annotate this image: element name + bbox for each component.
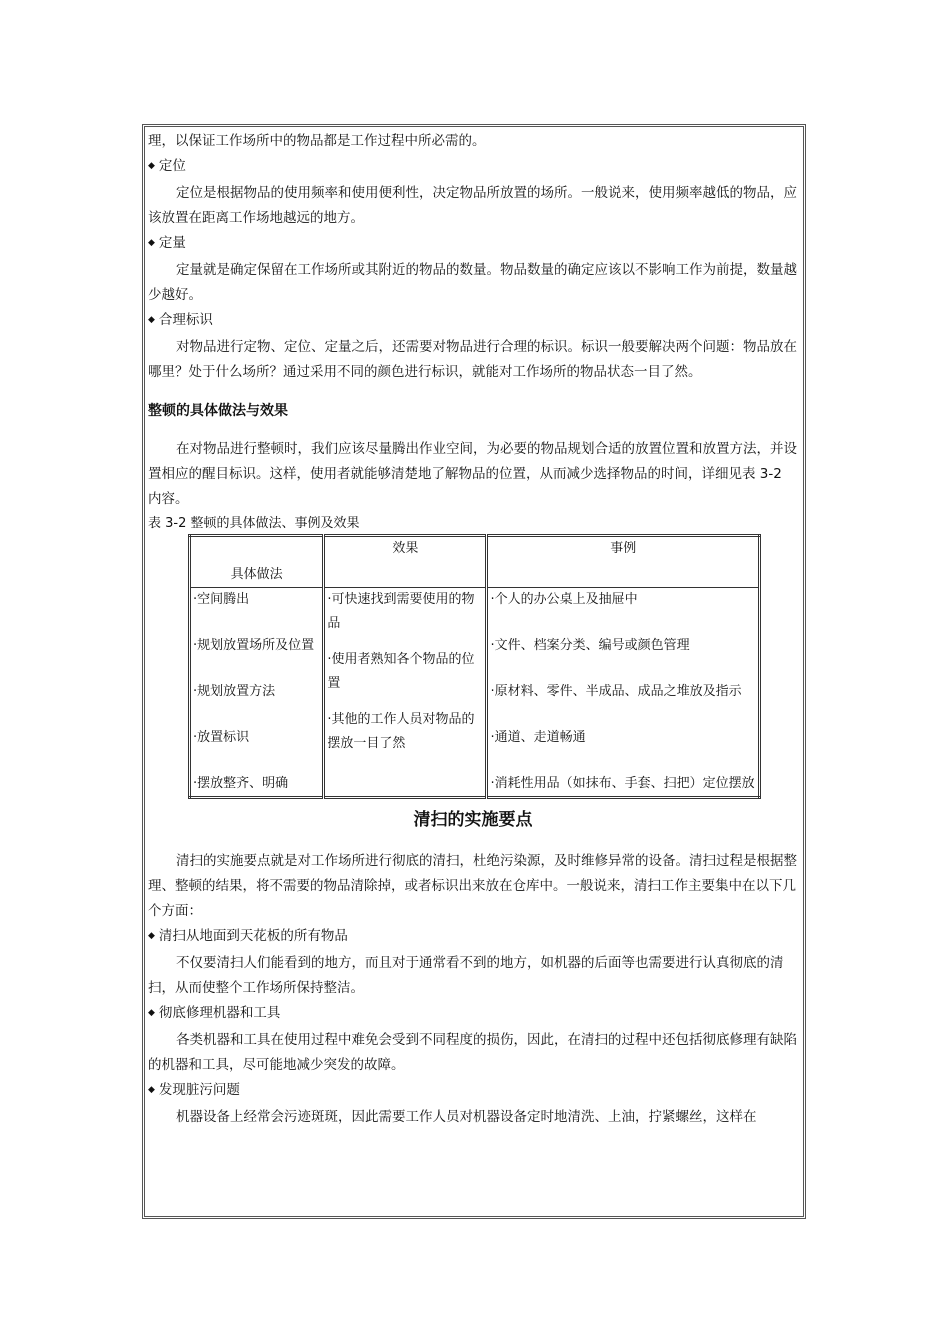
bullet-heading-labeling: ◆ 合理标识: [148, 308, 798, 335]
list-item: ·使用者熟知各个物品的位置: [327, 652, 475, 691]
paragraph: 在对物品进行整顿时，我们应该尽量腾出作业空间，为必要的物品规划合适的放置位置和放置方法，并设置相应的醒目标识。这样，使用者就能够清楚地了解物品的位置，从而减少选择物品的时间，详细见表 3-2 内容。: [148, 441, 797, 507]
paragraph: 各类机器和工具在使用过程中难免会受到不同程度的损伤，因此，在清扫的过程中还包括彻底修理有缺陷的机器和工具，尽可能地减少突发的故障。: [148, 1032, 797, 1073]
table-row: [190, 588, 760, 798]
column-header: 具体做法: [190, 536, 324, 588]
list-item: ·规划放置方法: [193, 684, 276, 699]
list-item: ·文件、档案分类、编号或颜色管理: [490, 638, 690, 653]
paragraph: 定量就是确定保留在工作场所或其附近的物品的数量。物品数量的确定应该以不影响工作为前提，数量越少越好。: [148, 262, 797, 303]
list-item: ·规划放置场所及位置: [193, 638, 315, 653]
list-item: ·个人的办公桌上及抽屉中: [490, 592, 638, 607]
bullet-heading-positioning: ◆ 定位: [148, 154, 798, 181]
list-item: ·消耗性用品（如抹布、手套、扫把）定位摆放: [490, 776, 755, 791]
paragraph: 定位是根据物品的使用频率和使用便利性，决定物品所放置的场所。一般说来，使用频率越低的物品，应该放置在距离工作场地越远的地方。: [148, 185, 797, 226]
bullet-heading-quantity: ◆ 定量: [148, 231, 798, 258]
document-body: [148, 129, 798, 1130]
list-item: ·放置标识: [193, 730, 250, 745]
section-heading: 整顿的具体做法与效果: [148, 403, 288, 419]
table-header-row: [190, 536, 760, 588]
paragraph: 不仅要清扫人们能看到的地方，而且对于通常看不到的地方，如机器的后面等也需要进行认真彻底的清扫，从而使整个工作场所保持整洁。: [148, 955, 784, 996]
paragraph: 对物品进行定物、定位、定量之后，还需要对物品进行合理的标识。标识一般要解决两个问题：物品放在哪里？处于什么场所？通过采用不同的颜色进行标识，就能对工作场所的物品状态一目了然。: [148, 339, 797, 380]
table-cell: [190, 588, 324, 798]
list-item: ·原材料、零件、半成品、成品之堆放及指示: [490, 684, 742, 699]
list-item: ·摆放整齐、明确: [193, 776, 289, 791]
section-title: 清扫的实施要点: [413, 810, 533, 830]
bullet-heading-clean-all: ◆ 清扫从地面到天花板的所有物品: [148, 924, 798, 951]
paragraph: 清扫的实施要点就是对工作场所进行彻底的清扫，杜绝污染源，及时维修异常的设备。清扫过程是根据整理、整顿的结果，将不需要的物品清除掉，或者标识出来放在仓库中。一般说来，清扫工作主要集中在以下几个方面：: [148, 853, 797, 919]
data-table: [188, 534, 761, 799]
column-header: 事例: [487, 536, 760, 588]
list-item: ·通道、走道畅通: [490, 730, 586, 745]
bullet-heading-repair: ◆ 彻底修理机器和工具: [148, 1001, 798, 1028]
list-item: ·空间腾出: [193, 592, 250, 607]
list-item: ·其他的工作人员对物品的摆放一目了然: [327, 712, 475, 751]
table-cell: [487, 588, 760, 798]
paragraph: 机器设备上经常会污迹斑斑，因此需要工作人员对机器设备定时地清洗、上油，拧紧螺丝，这样在: [176, 1109, 757, 1125]
table-cell: [324, 588, 487, 798]
column-header: 效果: [324, 536, 487, 588]
bullet-heading-dirt: ◆ 发现脏污问题: [148, 1078, 798, 1105]
table-caption: 表 3-2 整顿的具体做法、事例及效果: [148, 516, 360, 531]
paragraph: 理，以保证工作场所中的物品都是工作过程中所必需的。: [148, 133, 486, 149]
list-item: ·可快速找到需要使用的物品: [327, 592, 475, 631]
